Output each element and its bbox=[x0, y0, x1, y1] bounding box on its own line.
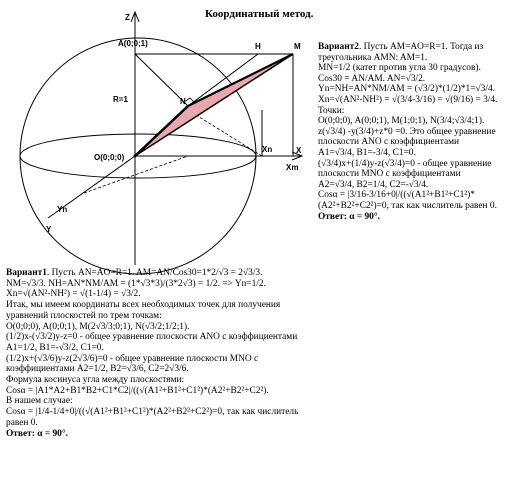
variant1-line bbox=[6, 429, 326, 440]
variant1-line-text: Формула косинуса угла между плоскостями: bbox=[6, 375, 185, 386]
label-xm: Xm bbox=[286, 163, 299, 172]
variant2-line-text: O(0;0;0), A(0;0;1), M(1;0;1), N(3/4;√3/4;1). bbox=[318, 116, 485, 127]
variant1-line-text: равен 0. bbox=[6, 417, 38, 428]
variant1-line bbox=[6, 343, 326, 354]
variant1-line-text: Cosα = |1/4-1/4+0|/((√(A1²+B1²+C1²)*(A2²+B2²+C2²)=0, так как числитель bbox=[6, 407, 299, 418]
variant1-line bbox=[6, 386, 326, 397]
variant1-line-text: уравнений плоскостей по трем точкам: bbox=[6, 310, 162, 321]
variant2-line bbox=[318, 137, 523, 148]
variant1-text bbox=[6, 268, 326, 439]
label-r: R=1 bbox=[113, 95, 128, 104]
variant1-line bbox=[6, 354, 326, 365]
variant1-line-text: Итак, мы имеем координаты всех необходимых точек для получения bbox=[6, 300, 281, 311]
variant1-line bbox=[6, 311, 326, 322]
variant1-line-text: O(0;0;0), A(0;0;1), M(2√3/3;0;1), N(√3/2;1/2;1). bbox=[6, 321, 190, 332]
label-x: X bbox=[296, 146, 302, 155]
variant2-line bbox=[318, 127, 523, 138]
variant2-line bbox=[318, 159, 523, 170]
label-m: M bbox=[294, 42, 301, 51]
variant1-line-text: . Пусть AN=AO=R=1. AM=AN/Cos30=1*2/√3 = 2√3/3. bbox=[46, 268, 263, 278]
variant2-line-text: A2=√3/4, B2=1/4, C2=-√3/4. bbox=[318, 179, 429, 190]
variant2-line bbox=[318, 190, 523, 201]
variant2-line-text: Xn=√(AN²-NH²) = √(3/4-3/16) = √(9/16) = 3/4. bbox=[318, 94, 498, 105]
page-title: Координатный метод. bbox=[205, 8, 314, 20]
segment-on bbox=[135, 106, 188, 156]
variant1-line bbox=[6, 364, 326, 375]
variant1-line bbox=[6, 418, 326, 429]
variant2-line-text: треугольника AMN: AM=1. bbox=[318, 52, 428, 63]
variant2-line-bold: Вариант2 bbox=[318, 42, 359, 52]
variant2-line-text: (A2²+B2²+C2²)=0, так как числитель равен 0. bbox=[318, 200, 497, 211]
variant2-line-text: Yn=NH=AN*NM/AM = (√3/2)*(1/2)*1=√3/4. bbox=[318, 84, 496, 95]
label-yn: Yn bbox=[57, 205, 68, 214]
label-a: A(0;0;1) bbox=[118, 39, 148, 48]
variant1-line-bold: Ответ: α = 90°. bbox=[6, 428, 68, 439]
label-z: Z bbox=[125, 13, 130, 22]
variant1-line bbox=[6, 375, 326, 386]
variant2-line bbox=[318, 201, 523, 212]
variant2-line-text: плоскости MNO с коэффициентами bbox=[318, 169, 461, 180]
point-o bbox=[134, 155, 137, 158]
variant2-line bbox=[318, 180, 523, 191]
variant1-line bbox=[6, 332, 326, 343]
variant1-line bbox=[6, 289, 326, 300]
variant2-line-text: MN=1/2 (катет против угла 30 градусов). bbox=[318, 63, 481, 74]
label-n: N bbox=[180, 97, 186, 106]
variant2-line bbox=[318, 63, 523, 74]
variant2-line bbox=[318, 74, 523, 85]
variant2-line bbox=[318, 106, 523, 117]
variant2-line-text: (√3/4)x+(1/4)y-z(√3/4)=0 - общее уравнение bbox=[318, 158, 492, 169]
variant2-line-text: z(√3/4) -y(3/4)+z*0 =0. Это общее уравнение bbox=[318, 126, 496, 137]
segment-om bbox=[135, 54, 293, 156]
variant2-text bbox=[318, 42, 523, 222]
variant2-line-text: плоскости ANO с коэффициентами bbox=[318, 137, 460, 148]
variant2-line bbox=[318, 169, 523, 180]
variant2-line-text: Точки: bbox=[318, 105, 345, 116]
label-o: O(0;0;0) bbox=[94, 153, 125, 162]
variant1-line bbox=[6, 300, 326, 311]
variant2-line-text: A1=√3/4, B1=-3/4, C1=0. bbox=[318, 147, 416, 158]
variant2-line bbox=[318, 95, 523, 106]
variant1-line-text: коэффициентами A2=1/2, B2=√3/6, C2=2√3/6. bbox=[6, 364, 189, 375]
variant1-line bbox=[6, 322, 326, 333]
variant1-line-bold: Вариант1 bbox=[6, 268, 47, 278]
variant1-line bbox=[6, 268, 326, 279]
variant1-line bbox=[6, 396, 326, 407]
variant2-line-text: . Пусть AM=AO=R=1. Тогда из bbox=[358, 42, 484, 52]
variant2-line-text: Cosα = |3/16-3/16+0|/((√(A1²+B1²+C1²)* bbox=[318, 190, 475, 201]
label-h: H bbox=[255, 42, 261, 51]
variant1-line-text: В нашем случае: bbox=[6, 396, 73, 407]
variant1-line-text: Xn=√(AN²-NH²) = √(1-1/4) = √3/2. bbox=[6, 289, 141, 300]
label-y: Y bbox=[46, 225, 52, 234]
variant1-line-text: Cosα = |A1*A2+B1*B2+C1*C2|/((√(A1²+B1²+C1²)*(A2²+B2²+C2²). bbox=[6, 385, 269, 396]
variant1-line-text: (1/2)x+(√3/6)y-z(2√3/6)=0 - общее уравнение плоскости MNO с bbox=[6, 353, 259, 364]
label-xn: Xn bbox=[262, 145, 273, 154]
variant2-line bbox=[318, 148, 523, 159]
variant1-line bbox=[6, 407, 326, 418]
variant1-line-text: (1/2)x-(√3/2)y-z=0 - общее уравнение плоскости ANO с коэффициентами bbox=[6, 332, 298, 343]
variant2-line bbox=[318, 42, 523, 53]
variant2-line bbox=[318, 212, 523, 223]
variant2-line bbox=[318, 84, 523, 95]
variant1-line-text: NM=√3/3. NH=AN*NM/AM = (1*√3*3)/(3*2√3) = 1/2. => Yn=1/2. bbox=[6, 278, 266, 289]
variant1-line bbox=[6, 279, 326, 290]
variant2-line-text: Cos30 = AN/AM. AN=√3/2. bbox=[318, 73, 426, 84]
variant2-line-bold: Ответ: α = 90°. bbox=[318, 211, 380, 222]
variant2-line bbox=[318, 116, 523, 127]
variant2-line bbox=[318, 53, 523, 64]
variant1-line-text: A1=1/2, B1=-√3/2, C1=0. bbox=[6, 342, 104, 353]
